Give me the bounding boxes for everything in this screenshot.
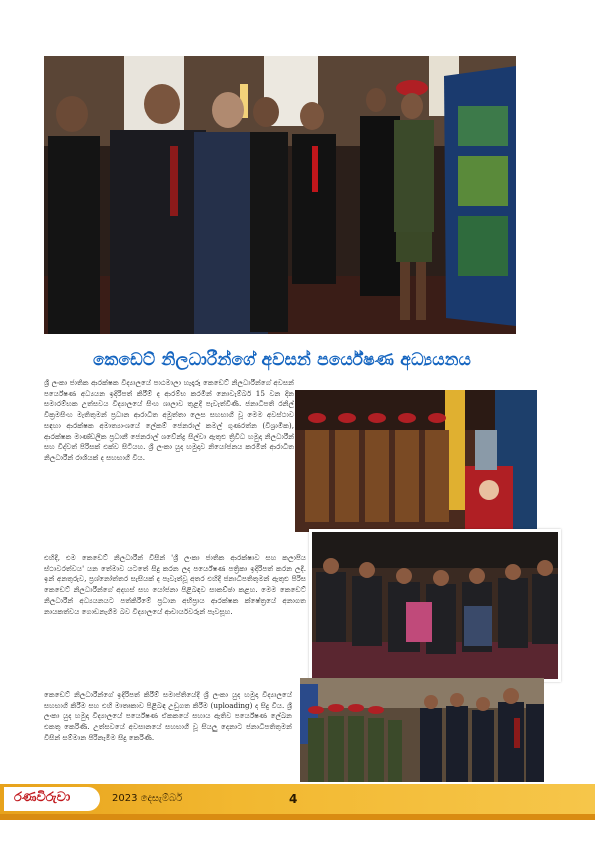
body-paragraph-3: කෙඩෙට් නිලධාරීන්ගේ ඉදිරිපත් කිරීම් සමාප්තියේදී ශ්‍රී ලංකා යුද හමුදා විද්‍යාලයේ සහභාගි කිරීම සහ එහි මාතෘකාව පිළිබඳ උඩුගත කිරීම (uploading) ද සිදු විය. ශ්‍රී ලංකා යුද හමුදා විද්‍යාලයේ පර්යේෂණ ඒකකයේ සහාය ඇතිව පර්යේෂණ ලේඛන එකතු කෙරිණි. උත්සවයේ අවසානයේ සහභාගී වූ සියලු දෙනාට ජනාධිපතිතුමන් විසින් සම්මාන පිරිනැමීම සිදු කෙරිණි. xyxy=(44,690,292,742)
article-headline: කෙඩෙට් නිලධාරීන්ගේ අවසන් පර්යේෂණ අධ්‍යයනය xyxy=(92,350,472,370)
body-paragraph-1: ශ්‍රී ලංකා ජාතික ආරක්ෂක විද්‍යාලයේ පාඨමාලා හැදෑරූ කෙඩෙට් නිලධාරීන්ගේ අවසන් පර්යේෂණ අධ්‍යයන ඉදිරිපත් කිරීම් ද ආරම්භ කරමින් නොවැම්බර් 15 වන දින සමාරම්භක උත්සවය විද්‍යාලයේ සිංහ ශාලාව තුළදී පැවැත්විණි. ජනාධිපති රනිල් වික්‍රමසිංහ මැතිතුමන් ප්‍රධාන ආරාධිත අමුත්තා ලෙස සහභාගී වූ මෙම අවස්ථාව සඳහා ආරක්ෂක අමාත්‍යාංශයේ ලේකම් ජෙනරාල් කමල් ගුණරත්න (විශ්‍රාමික), ආරක්ෂක මාණ්ඩලික ප්‍රධානී ජෙනරාල් ශවේන්ද්‍ර සිල්වා ඇතුළු ත්‍රිවිධ හමුදා නිලධාරීන් සහ විද්වත් පිරිසක් එක්ව සිටියහ. ශ්‍රී ලංකා යුද හමුදාව නියෝජනය කරමින් ආරාධිත නිලධාරීන් රාශියක් ද සහභාගී විය. xyxy=(44,378,294,462)
ceremony-photo xyxy=(295,390,537,532)
audience-photo xyxy=(309,529,561,682)
issue-date: 2023 දෙසැම්බර් xyxy=(112,793,183,804)
page-number: 4 xyxy=(289,792,298,806)
body-paragraph-2: එහිදී, එම කෙඩෙට් නිලධාරීන් විසින් 'ශ්‍රී ලංකා ජාතික ආරක්ෂාව සහ කලාපීය ස්ථාවරත්වය' යන තේමාව යටතේ සිදු කරන ලද පර්යේෂණ පත්‍රිකා ඉදිරිපත් කරන ලදී. ඉන් අනතුරුව, ප්‍රශ්නෝත්තර සැසියක් ද පැවැත්වූ අතර එහිදී ජනාධිපතිතුමන් ඇතුළු පිරිස කෙඩෙට් නිලධාරීන්ගේ අදහස් සහ යෝජනා පිළිබඳව සාකච්ඡා කළහ. මෙම කෙඩෙට් නිලධාරීන් අධ්‍යයනයට පත්කිරීමේ ප්‍රධාන අභිප්‍රාය ආරක්ෂක ක්ෂේත්‍රයේ අනාගත නායකත්වය ගොඩනැගීම බව විද්‍යාලයේ ආචාර්යවරුන් පැවසූහ. xyxy=(44,553,306,616)
page-footer xyxy=(0,784,595,820)
magazine-name: රණවිරුවා xyxy=(14,790,71,805)
magazine-logo xyxy=(4,787,100,811)
footer-band xyxy=(0,814,595,820)
hero-photo xyxy=(44,56,516,334)
lineup-photo xyxy=(300,678,544,782)
